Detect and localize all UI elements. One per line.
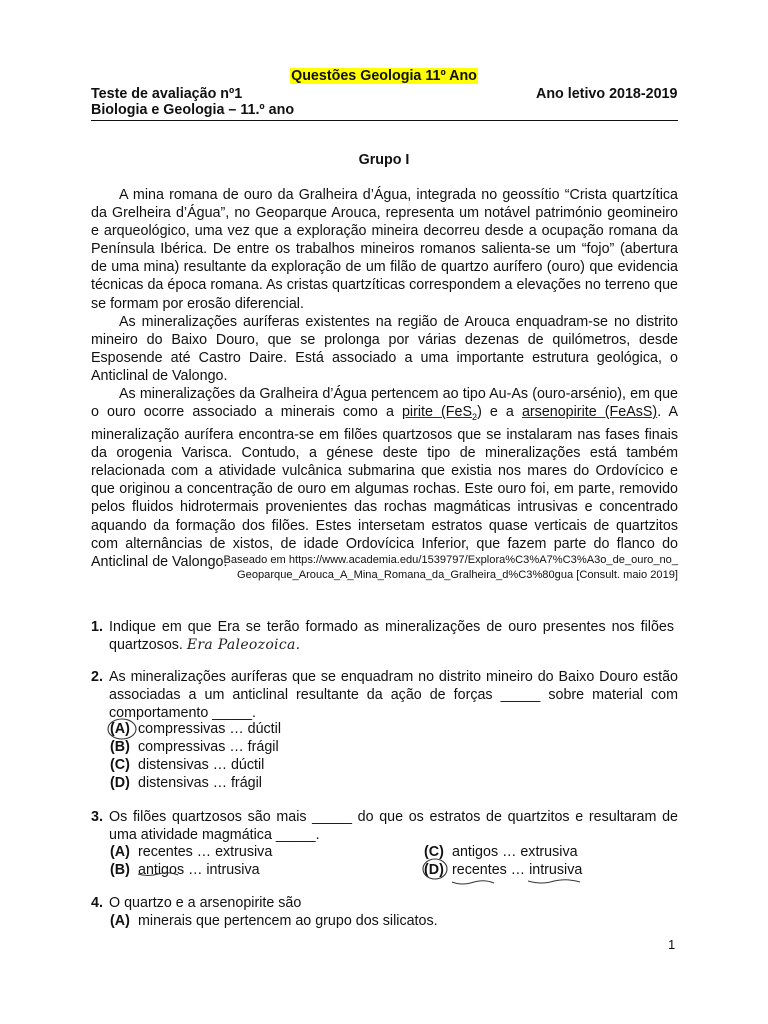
question-1: 1. Indique em que Era se terão formado as mineralizações de ouro presentes nos filões quartzosos. Era Paleozoica. — [91, 619, 674, 654]
q2-option-a[interactable]: (A) compressivas … dúctil — [110, 721, 282, 737]
q4-option-a[interactable]: (A) minerais que pertencem ao grupo dos silicatos. — [110, 913, 438, 929]
underline-mark-recentes — [452, 881, 494, 884]
header-divider — [91, 120, 678, 121]
question-4: 4. O quartzo e a arsenopirite são — [91, 895, 302, 911]
q3-option-d[interactable]: (D) recentes … intrusiva — [424, 862, 583, 878]
q3-option-c[interactable]: (C) antigos … extrusiva — [424, 844, 578, 860]
passage — [91, 186, 678, 571]
underline-mark-intrusiva — [528, 880, 580, 883]
paragraph-2: As mineralizações auríferas existentes na região de Arouca enquadram-se no distrito mineiro do Baixo Douro, que se prolonga por várias dezenas de quilómetros, desde Esposende até Castro Daire. Está associado a uma importante estrutura geológica, o Anticlinal de Valongo. — [91, 313, 678, 384]
group-title: Grupo I — [358, 152, 410, 168]
paragraph-1: A mina romana de ouro da Gralheira d’Água, integrada no geossítio “Crista quartzítica da Grelheira d’Água”, no Geoparque Arouca, representa um notável património geomineiro e arqueológico, uma vez que a exploração mineira decorreu desde a ocupação romana da Península Ibérica. De entre os trabalhos mineiros romanos salienta-se um “fojo” (abertura de uma mina) resultante da exploração de um filão de quartzo aurífero (ouro) que evidencia técnicas da época romana. As cristas quartzíticas correspondem a elevações no terreno que se formam por erosão diferencial. — [91, 187, 678, 312]
q2-option-c[interactable]: (C) distensivas … dúctil — [110, 757, 265, 773]
page-number: 1 — [668, 937, 676, 952]
page-highlight-title: Questões Geologia 11º Ano — [291, 68, 477, 84]
q3-option-a[interactable]: (A) recentes … extrusiva — [110, 844, 273, 860]
question-2: 2. As mineralizações auríferas que se enquadram no distrito mineiro do Baixo Douro estão associadas a um anticlinal resultante da ação de forças _____ sobre material com comportamento _____. — [91, 669, 678, 722]
paragraph-3: As mineralizações da Gralheira d’Água pertencem ao tipo Au-As (ouro-arsénio), em que o ouro ocorre associado a minerais como a pirite (FeS$_2$) e a arsenopirite (FeAsS). A mineralização aurífera encontra-se em filões quartzosos que se instalaram nas fases finais da orogenia Varisca. Contudo, a génese deste tipo de mineralizações está também relacionada com a atividade vulcânica submarina que existia nos mares do Ordovícico e que originou a concentração de ouro em algumas rochas. Este ouro foi, em parte, removido pelos fluidos hidrotermais provenientes das rochas magmáticas intrusivas e concentrado aquando da formação dos filões. Estes intersetam estratos quase verticais de quartzitos com alternâncias de xistos, de idade Ordovícica Inferior, que fazem parte do flanco do Anticlinal de Valongo. — [91, 386, 678, 570]
q2-option-d[interactable]: (D) distensivas … frágil — [110, 775, 262, 791]
handwritten-answer: Era Paleozoica. — [186, 637, 301, 654]
test-name: Teste de avaliação nº1 — [91, 86, 243, 102]
q3-option-b[interactable]: (B) antigos … intrusiva — [110, 862, 260, 878]
source-citation: Baseado em https://www.academia.edu/1539797/Explora%C3%A7%C3%A3o_de_ouro_no_ Geoparque_Arouca_A_Mina_Romana_da_Gralheira_d%C3%80gua [Consult. maio 2019] — [223, 554, 678, 581]
subject: Biologia e Geologia – 11.º ano — [91, 102, 295, 118]
pirite-underlined: pirite (FeS$_2$ — [401, 404, 478, 422]
school-year: Ano letivo 2018-2019 — [536, 86, 678, 102]
q2-option-b[interactable]: (B) compressivas … frágil — [110, 739, 279, 755]
arsenopirite-underlined: arsenopirite (FeAsS) — [521, 404, 658, 421]
question-3: 3. Os filões quartzosos são mais _____ do que os estratos de quartzitos e resultaram de uma atividade magmática _____. — [91, 809, 678, 844]
